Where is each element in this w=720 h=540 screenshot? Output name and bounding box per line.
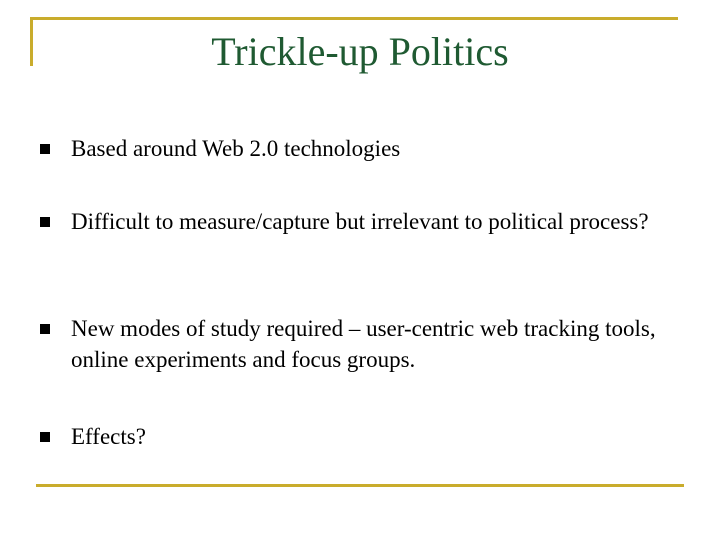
bullet-text: Based around Web 2.0 technologies [71, 136, 401, 161]
top-accent-rule [30, 17, 678, 20]
slide-title: Trickle-up Politics [211, 29, 509, 74]
square-bullet-icon [40, 217, 50, 227]
bottom-accent-rule [36, 484, 684, 487]
bullet-text: New modes of study required – user-centric web tracking tools, online experiments and focus groups. [71, 316, 656, 372]
bullet-text: Effects? [71, 424, 146, 449]
bullet-text: Difficult to measure/capture but irrelevant to political process? [71, 209, 649, 234]
square-bullet-icon [40, 324, 50, 334]
square-bullet-icon [40, 432, 50, 442]
square-bullet-icon [40, 144, 50, 154]
